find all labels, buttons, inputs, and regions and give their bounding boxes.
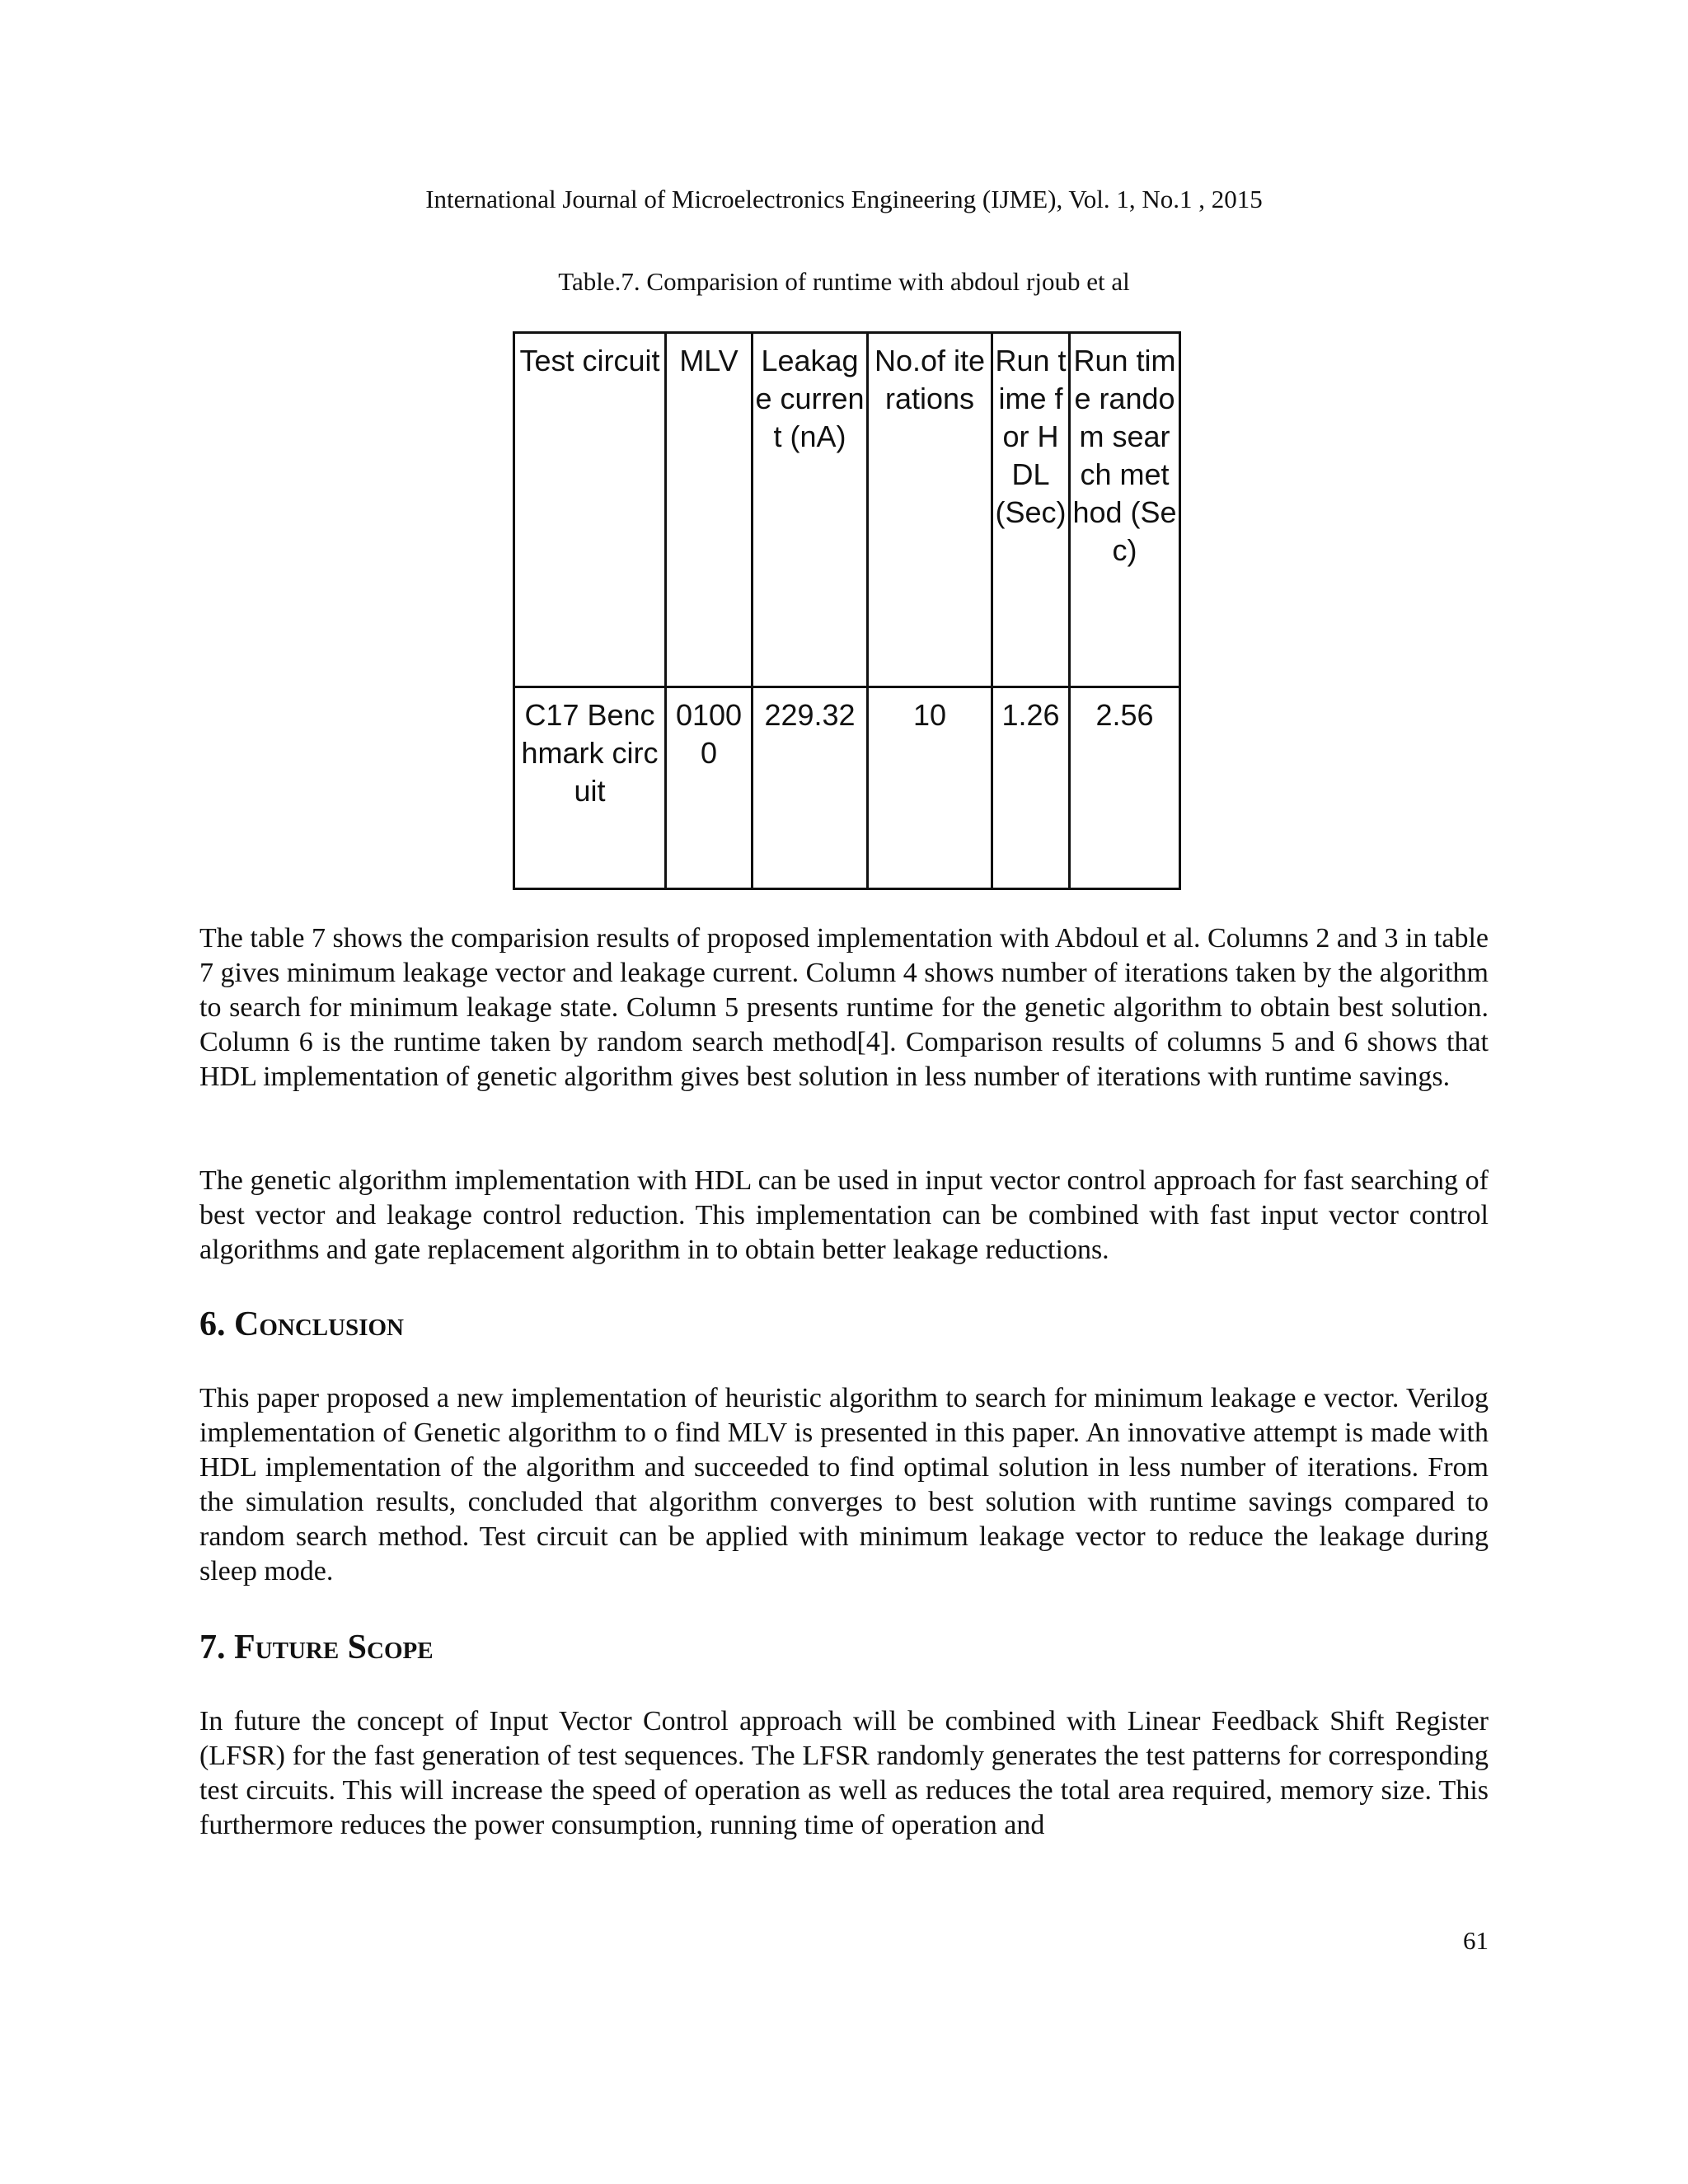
- cell-runtime-hdl: 1.26: [992, 687, 1070, 889]
- header-runtime-hdl: Run time for HDL (Sec): [992, 333, 1070, 687]
- header-mlv: MLV: [666, 333, 753, 687]
- conclusion-heading: 6. Conclusion: [199, 1305, 404, 1343]
- page-number: 61: [1463, 1926, 1489, 1955]
- cell-iterations: 10: [868, 687, 992, 889]
- table-row: [514, 687, 1180, 889]
- cell-test-circuit: C17 Benchmark circuit: [514, 687, 666, 889]
- paragraph-table-discussion: The table 7 shows the comparision results of proposed implementation with Abdoul et al. Columns 2 and 3 in table 7 gives minimum leakage vector and leakage current. Column 4 shows number of iterations taken by the algorithm to search for minimum leakage state. Column 5 presents runtime for the genetic algorithm to obtain best solution. Column 6 is the runtime taken by random search method[4]. Comparison results of columns 5 and 6 shows that HDL implementation of genetic algorithm gives best solution in less number of iterations with runtime savings.: [199, 923, 1489, 1092]
- header-leakage-current: Leakage current (nA): [753, 333, 868, 687]
- running-header: International Journal of Microelectronics Engineering (IJME), Vol. 1, No.1 , 2015: [425, 185, 1263, 213]
- table-caption: Table.7. Comparision of runtime with abdoul rjoub et al: [558, 267, 1130, 296]
- header-iterations: No.of iterations: [868, 333, 992, 687]
- comparison-table: [513, 331, 1181, 890]
- cell-runtime-random: 2.56: [1070, 687, 1180, 889]
- cell-leakage-current: 229.32: [753, 687, 868, 889]
- header-test-circuit: Test circuit: [514, 333, 666, 687]
- header-runtime-random: Run time random search method (Sec): [1070, 333, 1180, 687]
- paragraph-hdl-application: The genetic algorithm implementation with HDL can be used in input vector control approach for fast searching of best vector and leakage control reduction. This implementation can be combined with fast input vector control algorithms and gate replacement algorithm in to obtain better leakage reductions.: [199, 1165, 1489, 1265]
- future-scope-paragraph: In future the concept of Input Vector Control approach will be combined with Linear Feedback Shift Register (LFSR) for the fast generation of test sequences. The LFSR randomly generates the test patterns for corresponding test circuits. This will increase the speed of operation as well as reduces the total area required, memory size. This furthermore reduces the power consumption, running time of operation and: [199, 1706, 1489, 1840]
- cell-mlv: 01000: [666, 687, 753, 889]
- future-scope-heading: 7. Future Scope: [199, 1629, 434, 1666]
- conclusion-paragraph: This paper proposed a new implementation of heuristic algorithm to search for minimum leakage e vector. Verilog implementation of Genetic algorithm to o find MLV is presented in this paper. An innovative attempt is made with HDL implementation of the algorithm and succeeded to find optimal solution in less number of iterations. From the simulation results, concluded that algorithm converges to best solution with runtime savings compared to random search method. Test circuit can be applied with minimum leakage vector to reduce the leakage during sleep mode.: [199, 1383, 1489, 1586]
- table-header-row: [514, 333, 1180, 687]
